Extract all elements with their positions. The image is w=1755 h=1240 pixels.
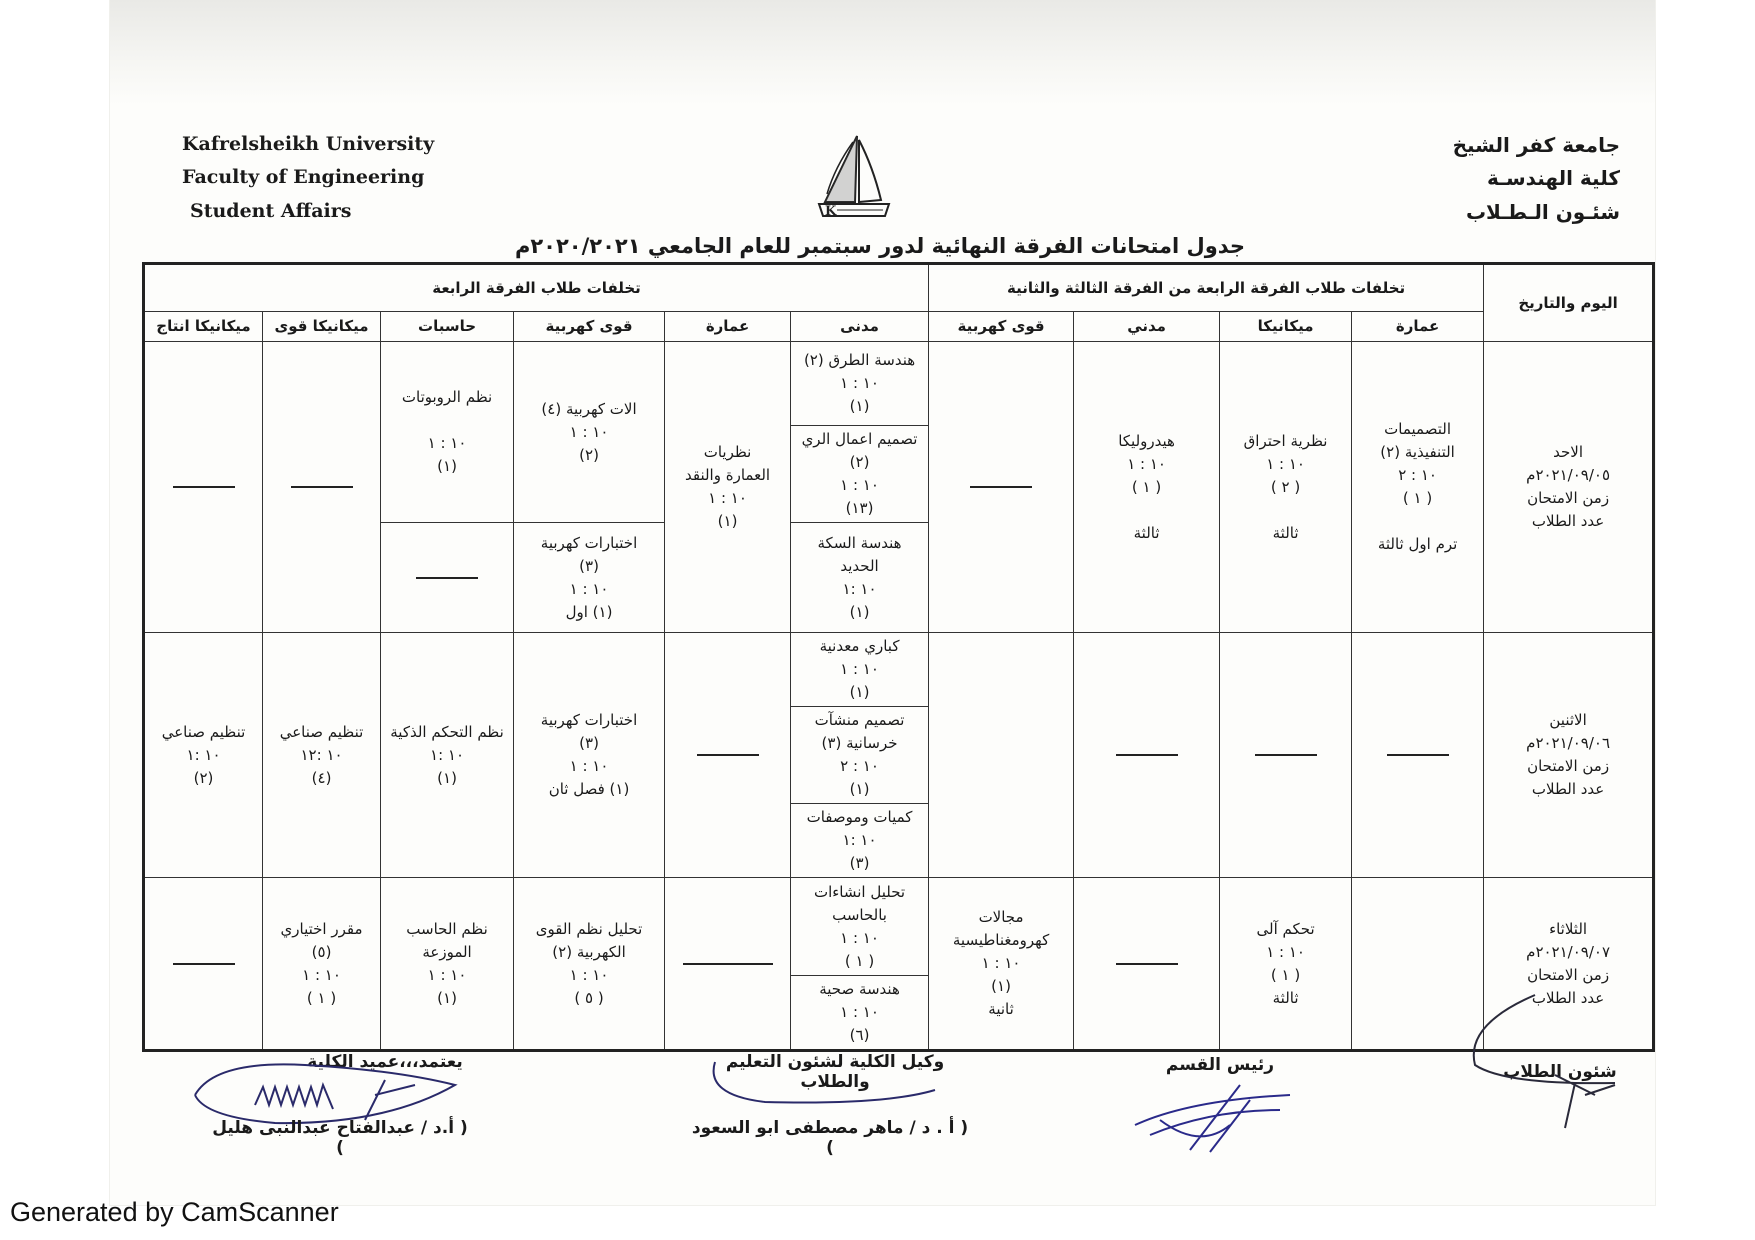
- exam-cell: الات كهربية (٤) ١٠ : ١ (٢): [514, 342, 665, 523]
- exam-cell: هندسة صحية ١٠ : ١ (٦): [791, 976, 929, 1051]
- exam-cell: التصميمات التنفيذية (٢) ١٠ : ٢ ( ١ ) ترم اول ثالثة: [1352, 342, 1484, 633]
- empty-cell: [381, 523, 514, 633]
- empty-cell: [144, 342, 263, 633]
- empty-cell: [263, 342, 381, 633]
- group-a-header: تخلفات طلاب الفرقة الرابعة من الفرقة الثالثة والثانية: [929, 264, 1484, 312]
- dash-mark: [683, 963, 773, 965]
- exam-cell: اختبارات كهربية (٣) ١٠ : ١ (١) اول: [514, 523, 665, 633]
- en-faculty: Faculty of Engineering: [182, 166, 425, 188]
- empty-cell: [1074, 633, 1220, 878]
- empty-cell: [1352, 878, 1484, 1051]
- column-header: ميكانيكا: [1220, 312, 1352, 342]
- dash-mark: [1116, 754, 1178, 756]
- exam-cell: تنظيم صناعي ١٠ :١ (٢): [144, 633, 263, 878]
- column-header: مدني: [1074, 312, 1220, 342]
- exam-cell: مجالات كهرومغناطيسية ١٠ : ١ (١) ثانية: [929, 878, 1074, 1051]
- svg-text:K: K: [825, 204, 837, 219]
- dash-mark: [416, 577, 478, 579]
- column-header: ميكانيكا قوى: [263, 312, 381, 342]
- empty-cell: [929, 633, 1074, 878]
- table-row: [144, 342, 1654, 426]
- column-header: قوى كهربية: [514, 312, 665, 342]
- student-affairs-title: شئون الطلاب: [1503, 1062, 1617, 1082]
- column-header: قوى كهربية: [929, 312, 1074, 342]
- exam-cell: هندسة السكة الحديد ١٠ :١ (١): [791, 523, 929, 633]
- en-student-affairs: Student Affairs: [190, 200, 352, 222]
- day-name: الثلاثاء: [1549, 919, 1588, 938]
- exam-cell: تصميم اعمال الري (٢) ١٠ : ١ (١٣): [791, 426, 929, 523]
- table-row: [144, 633, 1654, 707]
- empty-cell: [144, 878, 263, 1051]
- exam-cell: تحليل انشاءات بالحاسب ١٠ : ١ ( ١ ): [791, 878, 929, 976]
- exam-cell: هيدروليكا ١٠ : ١ ( ١ ) ثالثة: [1074, 342, 1220, 633]
- dash-mark: [291, 486, 353, 488]
- count-label: عدد الطلاب: [1531, 780, 1605, 798]
- day-date: ٢٠٢١/٠٩/٠٥م: [1526, 466, 1610, 484]
- dept-head-signature: [1130, 1080, 1300, 1155]
- empty-cell: [1074, 878, 1220, 1051]
- exam-cell: نظم التحكم الذكية ١٠ :١ (١): [381, 633, 514, 878]
- column-header: حاسبات: [381, 312, 514, 342]
- empty-cell: [665, 878, 791, 1051]
- exam-cell: تحليل نظم القوى الكهربية (٢) ١٠ : ١ ( ٥ ): [514, 878, 665, 1051]
- exam-cell: نظم الحاسب الموزعة ١٠ : ١ (١): [381, 878, 514, 1051]
- exam-cell: تصميم منشآت خرسانية (٣) ١٠ : ٢ (١): [791, 707, 929, 804]
- vice-dean-title: وكيل الكلية لشئون التعليم والطلاب: [725, 1052, 945, 1092]
- day-date: ٢٠٢١/٠٩/٠٦م: [1526, 734, 1610, 752]
- exam-cell: تنظيم صناعي ١٠ :١٢ (٤): [263, 633, 381, 878]
- day-name: الاحد: [1553, 443, 1584, 461]
- exam-cell: نظرية احتراق ١٠ : ١ ( ٢ ) ثالثة: [1220, 342, 1352, 633]
- exam-cell: نظريات العمارة والنقد ١٠ : ١ (١): [665, 342, 791, 633]
- exam-cell: هندسة الطرق (٢) ١٠ : ١ (١): [791, 342, 929, 426]
- exam-schedule-table: [142, 262, 1655, 1052]
- dept-head-title: رئيس القسم: [1165, 1055, 1275, 1075]
- exam-cell: اختبارات كهربية (٣) ١٠ : ١ (١) فصل ثان: [514, 633, 665, 878]
- dash-mark: [1116, 963, 1178, 965]
- day-date-header: اليوم والتاريخ: [1484, 264, 1654, 342]
- ar-student-affairs: شئـون الـطـلاب: [1465, 200, 1620, 224]
- university-logo: [805, 132, 895, 222]
- scan-shadow-strip: [110, 0, 1655, 105]
- day-date: ٢٠٢١/٠٩/٠٧م: [1526, 942, 1610, 961]
- empty-cell: [665, 633, 791, 878]
- exam-cell: مقرر اختياري (٥) ١٠ : ١ ( ١ ): [263, 878, 381, 1051]
- count-label: عدد الطلاب: [1531, 512, 1605, 530]
- dash-mark: [173, 486, 235, 488]
- exam-cell: تحكم آلى ١٠ : ١ ( ١ ) ثالثة: [1220, 878, 1352, 1051]
- column-header: مدنى: [791, 312, 929, 342]
- empty-cell: [1352, 633, 1484, 878]
- dash-mark: [173, 963, 235, 965]
- empty-cell: [929, 342, 1074, 633]
- empty-cell: [1220, 633, 1352, 878]
- exam-cell: نظم الروبوتات ١٠ : ١ (١): [381, 342, 514, 523]
- student-affairs-signature: [1465, 985, 1655, 1135]
- dash-mark: [1387, 754, 1449, 756]
- vice-dean-name: ( أ . د / ماهر مصطفى ابو السعود ): [691, 1118, 969, 1158]
- day-name: الاثنين: [1549, 711, 1587, 729]
- en-university: Kafrelsheikh University: [182, 133, 435, 155]
- dash-mark: [697, 754, 759, 756]
- count-label: عدد الطلاب: [1531, 988, 1605, 1007]
- ar-university: جامعة كفر الشيخ: [1452, 133, 1620, 157]
- camscanner-watermark: Generated by CamScanner: [10, 1197, 339, 1227]
- time-label: زمن الامتحان: [1527, 965, 1610, 984]
- dash-mark: [970, 486, 1032, 488]
- day-cell: [1484, 633, 1654, 878]
- time-label: زمن الامتحان: [1527, 489, 1610, 507]
- column-header: عمارة: [1352, 312, 1484, 342]
- vice-dean-signature: [705, 1050, 955, 1110]
- schedule-title: جدول امتحانات الفرقة النهائية لدور سبتمبر للعام الجامعي ٢٠٢٠/٢٠٢١م: [514, 234, 1246, 258]
- group-b-header: تخلفات طلاب الفرقة الرابعة: [144, 264, 929, 312]
- exam-cell: كباري معدنية ١٠ : ١ (١): [791, 633, 929, 707]
- dash-mark: [1255, 754, 1317, 756]
- ar-faculty: كلية الهندسـة: [1487, 166, 1620, 190]
- time-label: زمن الامتحان: [1527, 757, 1610, 775]
- dean-name: ( أ.د / عبدالفتاح عبدالنبى هليل ): [212, 1118, 468, 1158]
- exam-cell: كميات وموصفات ١٠ :١ (٣): [791, 804, 929, 878]
- day-cell: [1484, 342, 1654, 633]
- dean-title: يعتمد،،،عميد الكلية: [307, 1052, 463, 1072]
- column-header: عمارة: [665, 312, 791, 342]
- table-row: [144, 878, 1654, 976]
- column-header: ميكانيكا انتاج: [144, 312, 263, 342]
